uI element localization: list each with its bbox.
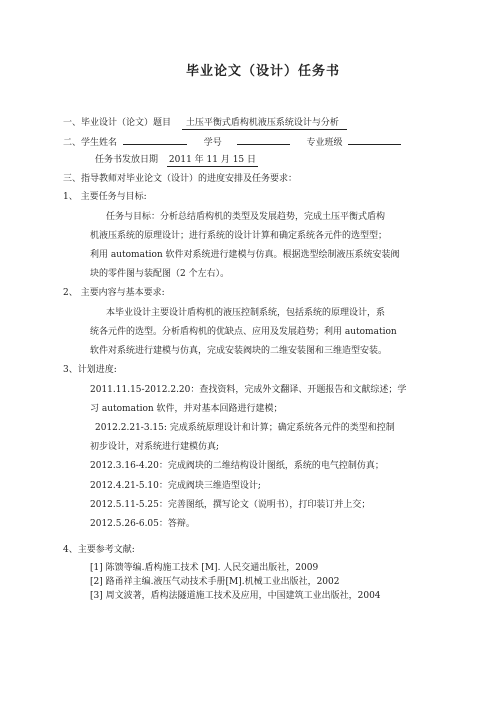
section-1-line: 块的零件图与装配图（2 个左右）。 [90, 269, 230, 279]
section-2-line: 统各元件的选型。分析盾构机的优缺点、应用及发展趋势；利用 automation [90, 327, 397, 337]
schedule-line: 2012.5.11-5.25：完善图纸，撰写论文（说明书），打印装订并上交； [90, 500, 371, 510]
thesis-topic-label: 一、毕业设计（论文）题目 [63, 118, 172, 128]
student-name-label: 二、学生姓名 [63, 138, 118, 148]
schedule-line: 2012.5.26-6.05：答辩。 [90, 519, 195, 529]
schedule-line: 初步设计，对系统进行建模仿真; [90, 442, 220, 452]
section-1-heading: 1、 主要任务与目标: [63, 192, 147, 202]
section-1-line: 利用 automation 软件对系统进行建模与仿真。根据选型绘制液压系统安装阀 [90, 250, 400, 260]
class-label: 专业班级 [306, 138, 343, 148]
schedule-line: 2012.2.21-3.15: 完成系统原理设计和计算；确定系统各元件的类型和控制 [95, 423, 395, 433]
document-title: 毕业论文（设计）任务书 [186, 64, 341, 79]
issue-date-label: 任务书发放日期 [95, 155, 159, 165]
section-2-line: 本毕业设计主要设计盾构机的液压控制系统，包括系统的原理设计，系 [106, 308, 386, 318]
schedule-line: 习 automation 软件，并对基本回路进行建模； [90, 404, 283, 414]
schedule-line: 2012.3.16-4.20：完成阀块的二维结构设计图纸，系统的电气控制仿真； [90, 461, 384, 471]
issue-date-row [95, 154, 258, 167]
section-1-line: 机液压系统的原理设计；进行系统的设计计算和确定系统各元件的选型型； [90, 231, 388, 241]
reference-item: [2] 路甬祥主编.液压气动技术手册[M].机械工业出版社，2002 [90, 577, 340, 587]
student-id-label: 学号 [203, 138, 222, 148]
student-id-blank [237, 135, 290, 145]
thesis-topic-row [63, 117, 347, 130]
section-3-heading: 3、计划进度: [63, 365, 117, 375]
schedule-line: 2011.11.15-2012.2.20：查找资料，完成外文翻译、开题报告和文献综述；学 [90, 385, 407, 395]
reference-item: [1] 陈馈等编.盾构施工技术 [M]. 人民交通出版社，2009 [90, 563, 319, 573]
class-blank [348, 135, 401, 145]
section-1-line: 任务与目标：分析总结盾构机的类型及发展趋势，完成土压平衡式盾构 [106, 212, 386, 222]
section-2-heading: 2、 主要内容与基本要求: [63, 288, 165, 298]
student-name-blank [123, 135, 187, 145]
student-info-row [63, 135, 401, 149]
section-4-heading: 4、主要参考文献: [63, 545, 135, 555]
schedule-line: 2012.4.21-5.10：完成阀块三维造型设计; [90, 481, 261, 491]
advisor-requirements-heading: 三、指导教师对毕业论文（设计）的进度安排及任务要求： [63, 174, 298, 184]
thesis-topic-value: 土压平衡式盾构机液压系统设计与分析 [182, 117, 347, 130]
section-2-line: 软件对系统进行建模与仿真，完成安装阀块的二维安装图和三维造型安装。 [90, 346, 388, 356]
issue-date-value: 2011 年 11 月 15 日 [168, 155, 257, 165]
reference-item: [3] 周文波著，盾构法隧道施工技术及应用，中国建筑工业出版社，2004 [90, 591, 381, 601]
